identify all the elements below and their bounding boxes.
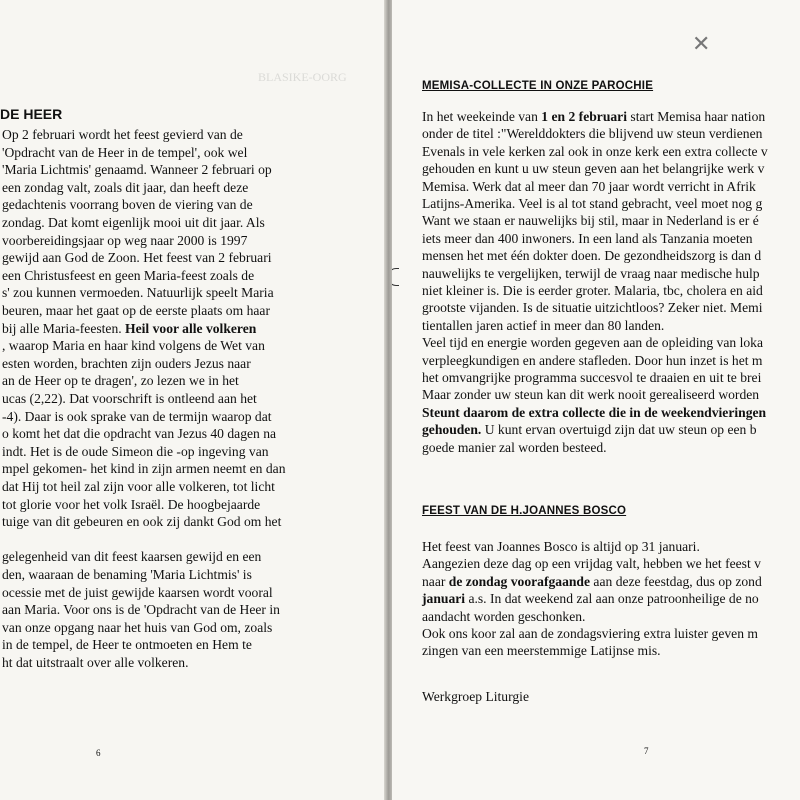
text-line: zingen van een meerstemmige Latijnse mis. [422,643,661,659]
text-line: s' zou kunnen vermoeden. Natuurlijk speelt Maria [2,285,274,301]
signature: Werkgroep Liturgie [422,689,529,704]
text-line: nauwelijks te vergelijken, terwijl de vraag naar medische hulp [422,265,760,281]
text-line: aan Maria. Voor ons is de 'Opdracht van de Heer in [2,602,280,618]
text-line: esten worden, brachten zijn ouders Jezus naar [2,355,251,371]
text-line: goede manier zal worden besteed. [422,439,607,455]
left-page [0,0,386,800]
page-number-left: 6 [96,748,101,758]
text-line: Maar zonder uw steun kan dit werk nooit gerealiseerd worden [422,387,760,403]
text-line: gehouden en kunt u uw steun geven aan het belangrijke werk v [422,161,765,177]
text-line: 'Maria Lichtmis' genaamd. Wanneer 2 februari op [2,162,272,178]
left-page-title: DE HEER [0,106,63,122]
pen-mark-icon: ✕ [692,32,711,57]
text-line: zondag. Dat komt eigenlijk mooi uit dit jaar. Als [2,215,265,230]
text-line: mpel gekomen- het kind in zijn armen neemt en dan [2,461,286,477]
memisa-heading: MEMISA-COLLECTE IN ONZE PAROCHIE [422,80,654,92]
punch-hole-top [392,268,399,286]
text-line: ocessie met de juist gewijde kaarsen wordt vooral [2,584,273,600]
text-line: voorbereidingsjaar op weg naar 2000 is 1997 [2,232,248,248]
text-line: grootste vijanden. Is de situatie uitzichtloos? Zeker niet. Memi [422,300,763,316]
text-line: Latijns-Amerika. Veel is al tot stand gebracht, veel moet nog g [422,196,763,211]
text-line: iets meer dan 400 inwoners. In een land als Tanzania moeten [422,230,753,246]
text-line: o komt het dat die opdracht van Jezus 40 dagen na [2,426,277,442]
bleed-through-text: BLASIKE-OORG [258,70,347,84]
text-line: een zondag valt, zoals dit jaar, dan heeft deze [2,179,249,195]
text-line: tot glorie voor het volk Israël. De hoogbejaarde [2,496,261,512]
text-line: januari a.s. In dat weekend zal aan onze patroonheilige de no [422,591,759,607]
right-page [392,0,800,800]
text-line: dat Hij tot heil zal zijn voor alle volkeren, tot licht [2,479,275,494]
text-line: Steunt daarom de extra collecte die in de weekendvieringen [422,404,767,420]
text-line: , waarop Maria en haar kind volgens de Wet van [2,338,265,354]
text-line: Op 2 februari wordt het feest gevierd van de [2,127,243,142]
text-line: gewijd aan God de Zoon. Het feest van 2 februari [2,250,272,266]
text-line: Veel tijd en energie worden gegeven aan de opleiding van loka [422,335,763,351]
text-line: mensen het met één dokter doen. De gezondheidszorg is dan d [422,248,762,264]
text-line: niet kleiner is. Die is eerder groter. Malaria, tbc, cholera en aid [422,283,763,298]
text-line: een Christusfeest en geen Maria-feest zoals de [2,267,255,283]
text-line: beuren, maar het gaat op de eerste plaats om haar [2,303,270,318]
text-line: van onze opgang naar het huis van God om, zoals [2,619,273,635]
text-line: Memisa. Werk dat al meer dan 70 jaar wordt verricht in Afrik [422,178,756,194]
text-line: indt. Het is de oude Simeon die -op ingeving van [2,443,269,459]
text-line: Ook ons koor zal aan de zondagsviering extra luister geven m [422,626,758,641]
text-line: gehouden. U kunt ervan overtuigd zijn dat uw steun op een b [422,422,757,438]
text-line: Aangezien deze dag op een vrijdag valt, hebben we het feest v [422,556,761,572]
text-line: het omvangrijke programma succesvol te draaien en uit te brei [422,370,762,385]
text-line: Het feest van Joannes Bosco is altijd op 31 januari. [422,539,700,554]
text-line: den, waaraan de benaming 'Maria Lichtmis' is [2,567,252,582]
text-line: naar de zondag voorafgaande aan deze feestdag, dus op zond [422,573,762,589]
bosco-heading: FEEST VAN DE H.JOANNES BOSCO [422,505,627,517]
text-line: -4). Daar is ook sprake van de termijn waarop dat [2,408,272,424]
text-line: gelegenheid van dit feest kaarsen gewijd en een [2,549,262,565]
text-line: onder de titel :"Werelddokters die blijvend uw steun verdienen [422,126,763,142]
text-line: gedachtenis voorrang boven de viering van de [2,197,253,213]
text-line: tuige van dit gebeuren en ook zij dankt God om het [2,514,282,530]
text-line: verpleegkundigen en andere stafleden. Door hun inzet is het m [422,352,763,368]
text-line: ucas (2,22). Dat voorschrift is ontleend aan het [2,391,257,406]
text-line: ht dat uitstraalt over alle volkeren. [2,655,189,670]
text-line: in de tempel, de Heer te ontmoeten en Hem te [2,637,252,653]
text-line: an de Heer op te dragen', zo lezen we in het [2,373,239,389]
text-line: Want we staan er nauwelijks bij stil, maar in Nederland is er é [422,213,759,229]
text-line: Evenals in vele kerken zal ook in onze kerk een extra collecte v [422,143,768,159]
text-line: tientallen jaren actief in meer dan 80 landen. [422,317,665,333]
text-line: bij alle Maria-feesten. Heil voor alle volkeren [2,320,257,336]
text-line: 'Opdracht van de Heer in de tempel', ook wel [2,144,248,160]
text-line: aandacht worden geschonken. [422,608,586,624]
text-line: In het weekeinde van 1 en 2 februari start Memisa haar nation [422,109,766,124]
page-number-right: 7 [644,746,649,756]
